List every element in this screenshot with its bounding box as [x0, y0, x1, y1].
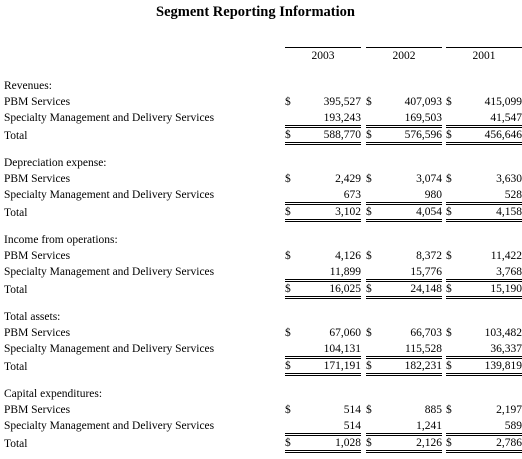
value-cell: [446, 188, 522, 203]
row-label: PBM Services: [4, 96, 71, 108]
currency-sign: $: [366, 173, 372, 185]
currency-sign: $: [366, 129, 372, 141]
amount: 3,630: [496, 173, 522, 185]
amount: 415,099: [484, 96, 522, 108]
currency-sign: $: [285, 437, 291, 449]
value-cell: [285, 172, 361, 187]
year-header-2003: 2003: [285, 47, 361, 62]
amount: 2,197: [496, 404, 522, 416]
section-heading: Revenues:: [4, 80, 52, 92]
amount: 3,074: [416, 173, 442, 185]
total-row-label: Total: [4, 130, 28, 142]
value-cell: [446, 419, 522, 434]
currency-sign: $: [446, 173, 452, 185]
amount: 589: [504, 420, 522, 432]
amount: 3,102: [335, 206, 361, 218]
amount: 15,190: [490, 283, 522, 295]
value-cell: [366, 127, 442, 145]
value-cell: [446, 204, 522, 222]
currency-sign: $: [446, 360, 452, 372]
currency-sign: $: [366, 360, 372, 372]
currency-sign: $: [446, 283, 452, 295]
value-cell: [446, 358, 522, 376]
value-cell: [285, 326, 361, 341]
total-row-label: Total: [4, 438, 28, 450]
row-label: Specialty Management and Delivery Services: [4, 343, 215, 355]
value-cell: [366, 326, 442, 341]
value-cell: [446, 342, 522, 357]
value-cell: [446, 435, 522, 453]
amount: 11,899: [329, 266, 361, 278]
amount: 588,770: [323, 129, 361, 141]
row-label: Specialty Management and Delivery Services: [4, 189, 215, 201]
value-cell: [285, 249, 361, 264]
value-cell: [285, 419, 361, 434]
amount: 407,093: [404, 96, 442, 108]
amount: 1,028: [335, 437, 361, 449]
amount: 4,126: [335, 250, 361, 262]
value-cell: [446, 95, 522, 110]
currency-sign: $: [285, 327, 291, 339]
amount: 103,482: [484, 327, 522, 339]
amount: 4,158: [496, 206, 522, 218]
value-cell: [366, 419, 442, 434]
currency-sign: $: [446, 327, 452, 339]
value-cell: [366, 204, 442, 222]
value-cell: [366, 172, 442, 187]
amount: 673: [343, 189, 361, 201]
row-label: PBM Services: [4, 404, 71, 416]
section-heading: Depreciation expense:: [4, 157, 107, 169]
value-cell: [366, 265, 442, 280]
amount: 1,241: [416, 420, 442, 432]
amount: 169,503: [404, 112, 442, 124]
currency-sign: $: [285, 96, 291, 108]
amount: 104,131: [323, 343, 361, 355]
total-row-label: Total: [4, 284, 28, 296]
value-cell: [285, 188, 361, 203]
value-cell: [366, 281, 442, 299]
currency-sign: $: [285, 250, 291, 262]
total-row-label: Total: [4, 207, 28, 219]
currency-sign: $: [366, 404, 372, 416]
value-cell: [366, 358, 442, 376]
currency-sign: $: [366, 283, 372, 295]
currency-sign: $: [285, 283, 291, 295]
value-cell: [285, 342, 361, 357]
value-cell: [285, 281, 361, 299]
value-cell: [446, 281, 522, 299]
amount: 139,819: [484, 360, 522, 372]
currency-sign: $: [446, 96, 452, 108]
amount: 2,786: [496, 437, 522, 449]
row-label: Specialty Management and Delivery Services: [4, 420, 215, 432]
value-cell: [446, 265, 522, 280]
amount: 576,596: [404, 129, 442, 141]
amount: 514: [343, 404, 361, 416]
amount: 15,776: [410, 266, 442, 278]
currency-sign: $: [446, 129, 452, 141]
amount: 182,231: [404, 360, 442, 372]
row-label: Specialty Management and Delivery Services: [4, 266, 215, 278]
value-cell: [366, 188, 442, 203]
row-label: Specialty Management and Delivery Services: [4, 112, 215, 124]
currency-sign: $: [366, 437, 372, 449]
amount: 2,429: [335, 173, 361, 185]
amount: 395,527: [323, 96, 361, 108]
amount: 171,191: [323, 360, 361, 372]
amount: 514: [343, 420, 361, 432]
value-cell: [285, 265, 361, 280]
amount: 66,703: [410, 327, 442, 339]
row-label: PBM Services: [4, 173, 71, 185]
amount: 4,054: [416, 206, 442, 218]
value-cell: [446, 172, 522, 187]
amount: 115,528: [405, 343, 442, 355]
value-cell: [285, 111, 361, 126]
value-cell: [446, 249, 522, 264]
value-cell: [366, 95, 442, 110]
section-heading: Total assets:: [4, 311, 61, 323]
value-cell: [366, 111, 442, 126]
value-cell: [285, 95, 361, 110]
year-header-2002: 2002: [366, 47, 442, 62]
amount: 24,148: [410, 283, 442, 295]
currency-sign: $: [285, 173, 291, 185]
currency-sign: $: [446, 206, 452, 218]
amount: 36,337: [490, 343, 522, 355]
amount: 2,126: [416, 437, 442, 449]
value-cell: [446, 111, 522, 126]
currency-sign: $: [366, 327, 372, 339]
total-row-label: Total: [4, 361, 28, 373]
amount: 11,422: [490, 250, 522, 262]
amount: 193,243: [323, 112, 361, 124]
currency-sign: $: [366, 206, 372, 218]
value-cell: [285, 403, 361, 418]
amount: 3,768: [496, 266, 522, 278]
currency-sign: $: [366, 250, 372, 262]
currency-sign: $: [446, 250, 452, 262]
currency-sign: $: [446, 437, 452, 449]
amount: 980: [424, 189, 442, 201]
value-cell: [285, 358, 361, 376]
row-label: PBM Services: [4, 327, 71, 339]
value-cell: [366, 249, 442, 264]
amount: 8,372: [416, 250, 442, 262]
value-cell: [366, 342, 442, 357]
section-heading: Income from operations:: [4, 234, 118, 246]
section-heading: Capital expenditures:: [4, 388, 103, 400]
amount: 885: [424, 404, 442, 416]
amount: 67,060: [329, 327, 361, 339]
currency-sign: $: [366, 96, 372, 108]
value-cell: [285, 127, 361, 145]
currency-sign: $: [446, 404, 452, 416]
amount: 456,646: [484, 129, 522, 141]
currency-sign: $: [285, 206, 291, 218]
value-cell: [285, 435, 361, 453]
row-label: PBM Services: [4, 250, 71, 262]
value-cell: [366, 403, 442, 418]
amount: 41,547: [490, 112, 522, 124]
amount: 528: [504, 189, 522, 201]
currency-sign: $: [285, 129, 291, 141]
currency-sign: $: [285, 404, 291, 416]
value-cell: [446, 127, 522, 145]
amount: 16,025: [329, 283, 361, 295]
value-cell: [366, 435, 442, 453]
value-cell: [446, 326, 522, 341]
currency-sign: $: [285, 360, 291, 372]
value-cell: [446, 403, 522, 418]
year-header-2001: 2001: [446, 47, 522, 62]
value-cell: [285, 204, 361, 222]
report-title: Segment Reporting Information: [156, 4, 355, 20]
